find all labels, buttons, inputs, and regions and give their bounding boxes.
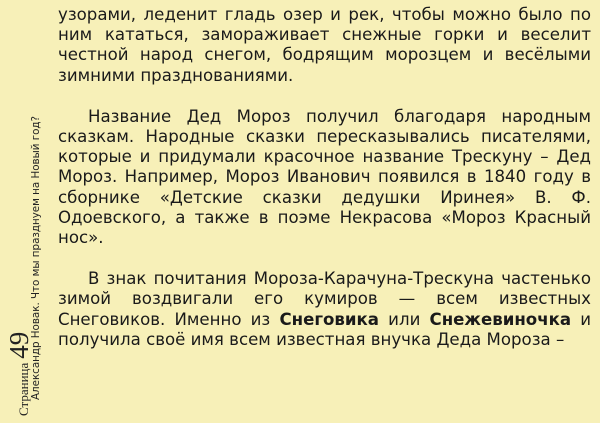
term-snezhevinochka: Снежевиночка	[429, 309, 572, 329]
page-body	[58, 5, 591, 350]
paragraph-3-text-c: и получила своё имя всем известная внучка Деда Мороза –	[58, 309, 592, 349]
paragraph-3-text-b: или	[379, 309, 430, 329]
paragraph-2: Название Дед Мороз получил благодаря народным сказкам. Народные сказки пересказывались писателями, которые и придумали красочное название Трескуну – Дед Мороз. Например, Мороз Иванович появился в 1840 году в сборнике «Детские сказки дедушки Иринея» В. Ф. Одоевского, а также в поэме Некрасова «Мороз Красный нос».	[58, 106, 591, 248]
paragraph-3-text-a: В знак почитания Мороза-Карачуна-Трескуна частенько зимой воздвигали его кумиров — всем известных Снеговиков. Именно из	[58, 269, 591, 329]
page-sidebar	[0, 0, 52, 423]
page-number: 49	[4, 331, 34, 359]
paragraph-1: узорами, леденит гладь озер и рек, чтобы можно было по ним кататься, замораживает снежные горки и веселит честной народ снегом, бодрящим морозцем и весёлыми зимними празднованиями.	[58, 5, 591, 85]
term-snegovik: Снеговика	[279, 309, 379, 329]
paragraph-3	[58, 269, 591, 350]
page-indicator	[6, 323, 33, 416]
page-label: Страница	[16, 362, 31, 416]
book-title-caption: Александр Новак. Что мы празднуем на Новый год?	[30, 116, 42, 400]
